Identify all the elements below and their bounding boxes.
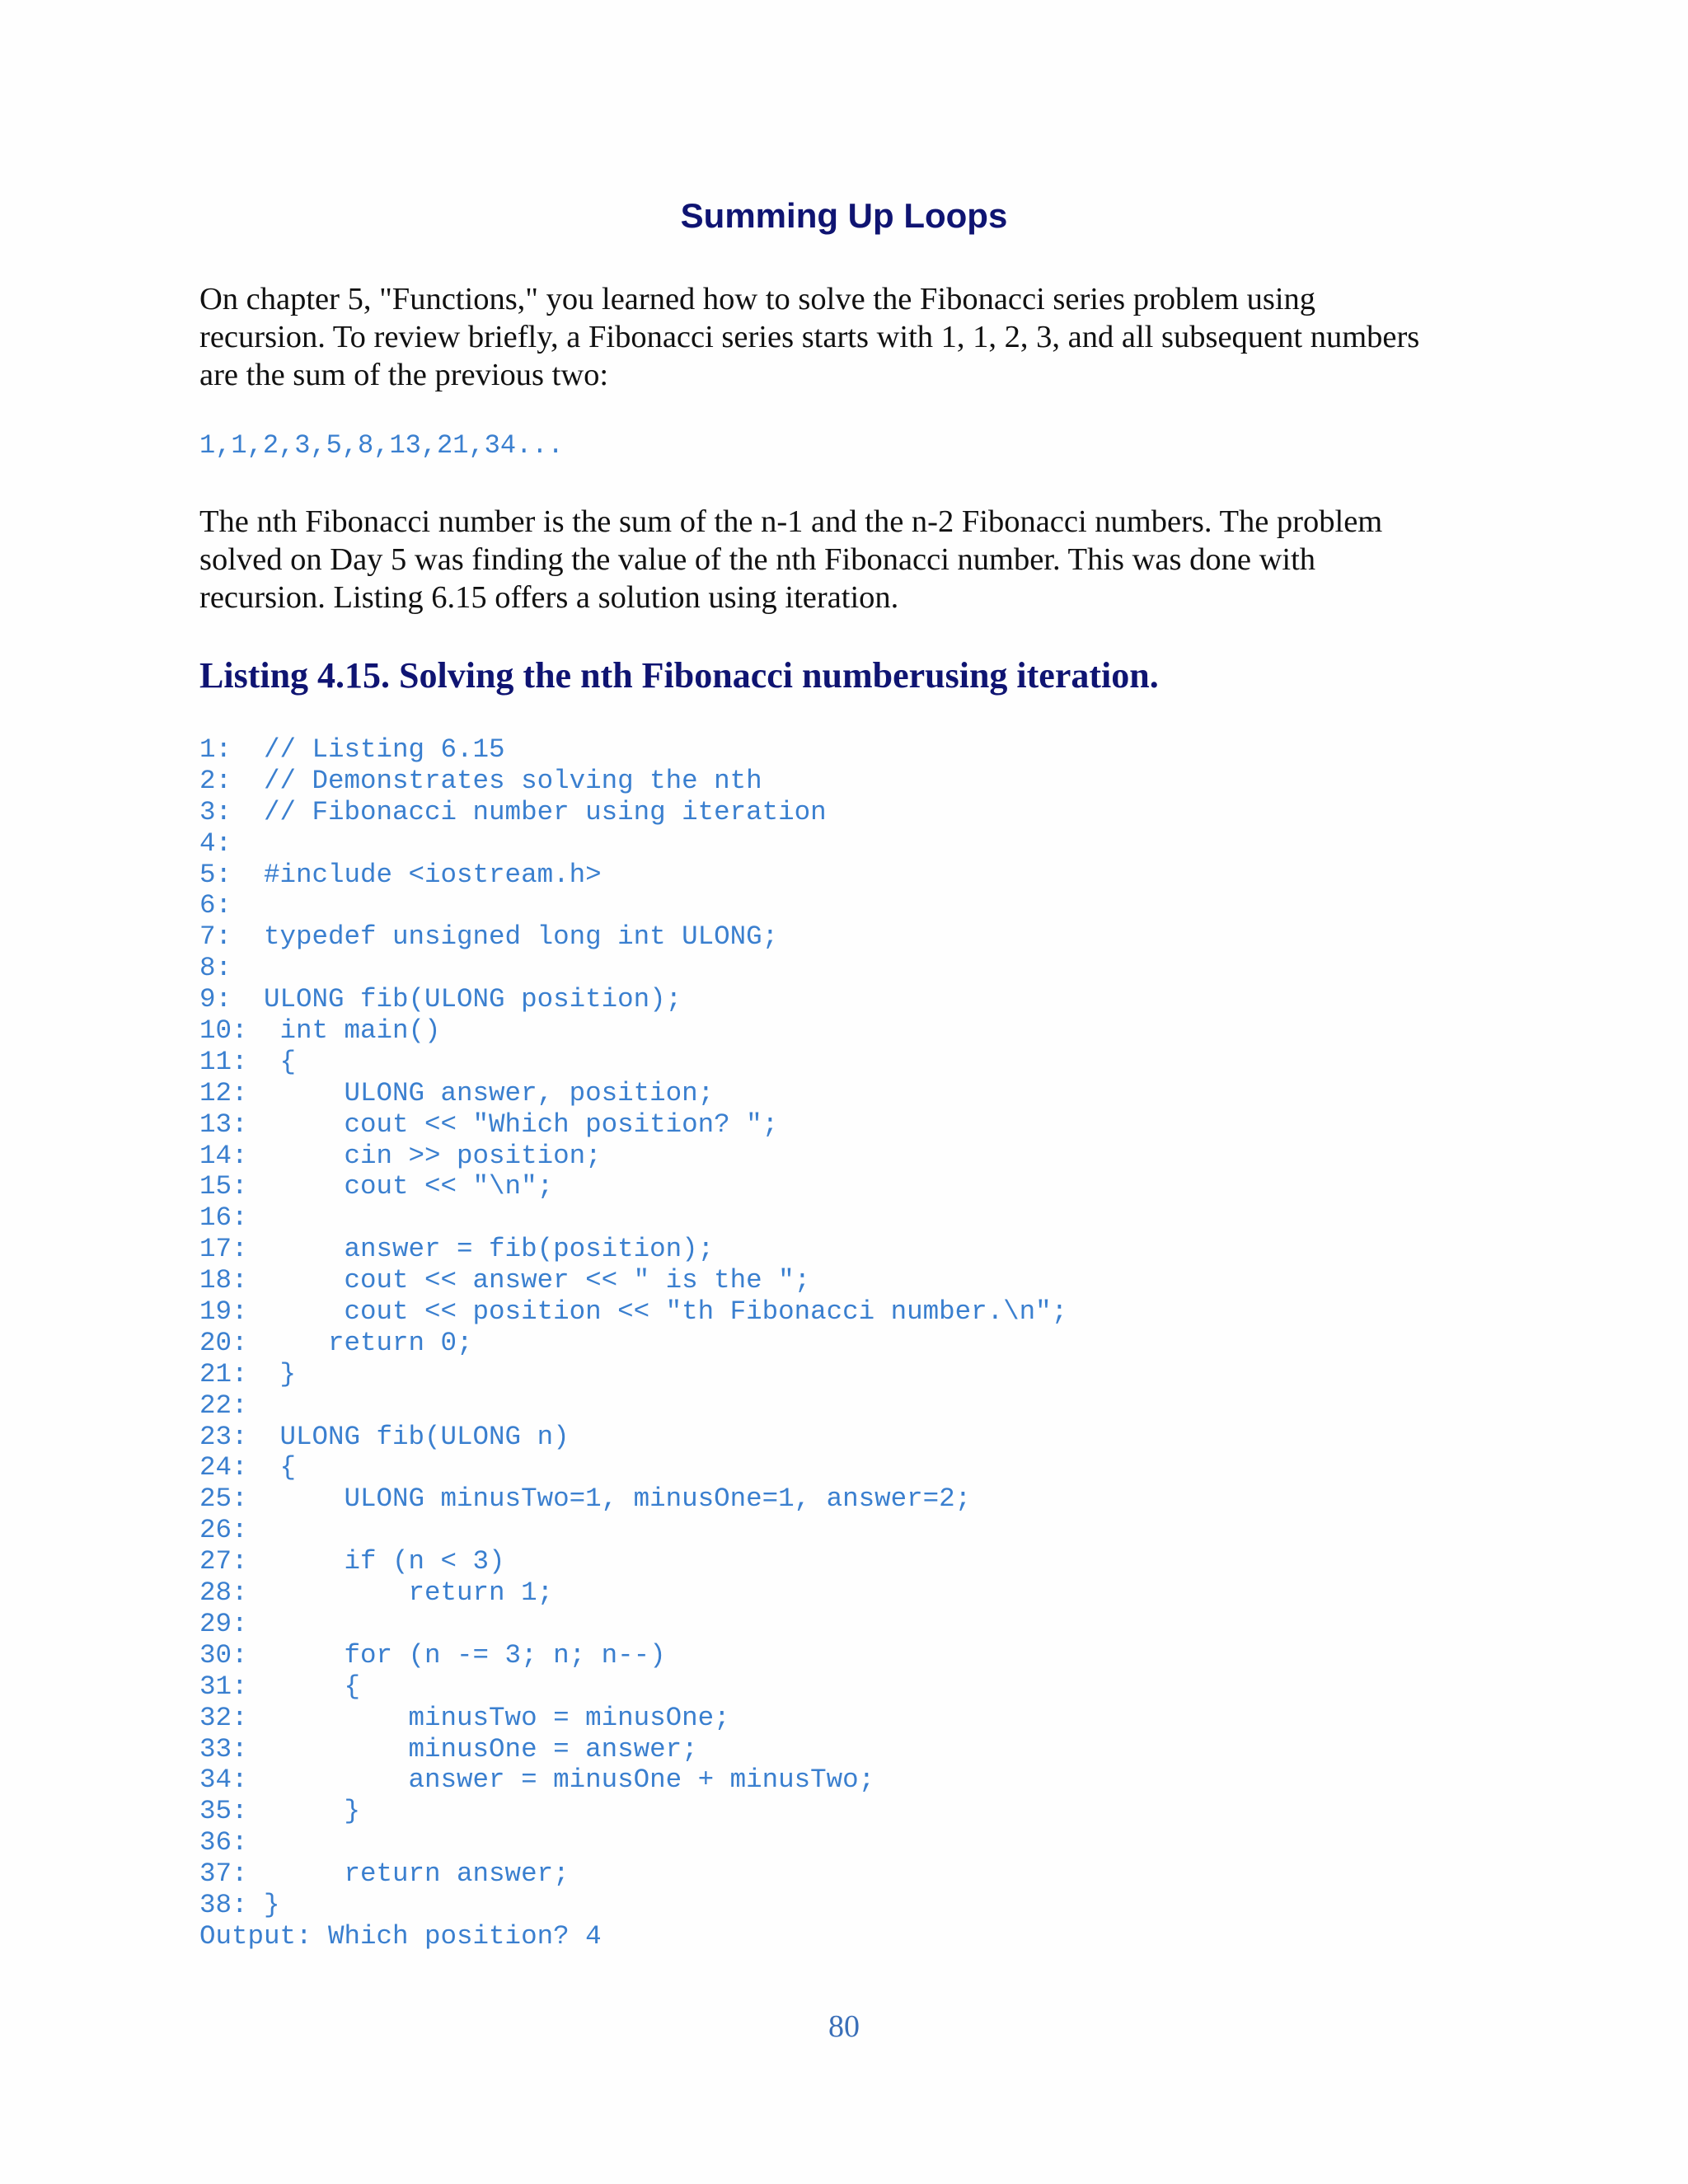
code-line: 24: { — [199, 1452, 297, 1483]
code-line: 11: { — [199, 1046, 297, 1077]
code-line: 17: answer = fib(position); — [199, 1234, 715, 1265]
intro-paragraph-line: recursion. To review briefly, a Fibonacci series starts with 1, 1, 2, 3, and all subsequent numbers — [199, 320, 1420, 354]
code-line: 3: // Fibonacci number using iteration — [199, 796, 827, 827]
code-line: 33: minusOne = answer; — [199, 1733, 698, 1765]
code-line: 37: return answer; — [199, 1858, 570, 1890]
code-line: 30: for (n -= 3; n; n--) — [199, 1639, 666, 1671]
listing-title: Listing 4.15. Solving the nth Fibonacci numberusing iteration. — [199, 655, 1159, 696]
code-line: 32: minusTwo = minusOne; — [199, 1702, 730, 1733]
intro-paragraph-line: On chapter 5, "Functions," you learned how to solve the Fibonacci series problem using — [199, 282, 1316, 316]
code-line: 5: #include <iostream.h> — [199, 859, 602, 890]
code-line: 23: ULONG fib(ULONG n) — [199, 1421, 570, 1452]
code-line: 21: } — [199, 1358, 297, 1390]
code-line: 2: // Demonstrates solving the nth — [199, 765, 762, 796]
code-line: 13: cout << "Which position? "; — [199, 1108, 779, 1140]
code-line: 8: — [199, 953, 232, 984]
code-line: 9: ULONG fib(ULONG position); — [199, 984, 682, 1015]
code-line: 36: — [199, 1827, 248, 1858]
second-paragraph-line: solved on Day 5 was finding the value of the nth Fibonacci number. This was done with — [199, 542, 1316, 577]
code-output-line: Output: Which position? 4 — [199, 1920, 602, 1952]
code-line: 19: cout << position << "th Fibonacci number.\n"; — [199, 1296, 1068, 1328]
second-paragraph-line: recursion. Listing 6.15 offers a solution using iteration. — [199, 580, 899, 615]
code-line: 31: { — [199, 1671, 361, 1702]
code-line: 10: int main() — [199, 1015, 441, 1047]
page-number: 80 — [828, 2009, 860, 2044]
code-line: 26: — [199, 1515, 248, 1546]
code-line: 18: cout << answer << " is the "; — [199, 1265, 811, 1296]
code-listing — [199, 734, 1067, 1952]
fibonacci-sequence-example: 1,1,2,3,5,8,13,21,34... — [199, 430, 564, 461]
code-line: 16: — [199, 1202, 248, 1234]
code-line: 28: return 1; — [199, 1577, 554, 1609]
code-line: 4: — [199, 827, 232, 859]
intro-paragraph-line: are the sum of the previous two: — [199, 358, 609, 392]
code-line: 12: ULONG answer, position; — [199, 1077, 715, 1108]
second-paragraph — [199, 503, 1502, 616]
section-title: Summing Up Loops — [680, 196, 1008, 235]
code-line: 35: } — [199, 1796, 361, 1827]
code-line: 29: — [199, 1608, 248, 1639]
code-line: 1: // Listing 6.15 — [199, 734, 505, 765]
code-line: 6: — [199, 890, 232, 921]
intro-paragraph — [199, 280, 1502, 394]
code-line: 7: typedef unsigned long int ULONG; — [199, 921, 779, 953]
code-line: 27: if (n < 3) — [199, 1546, 505, 1577]
code-line: 38: } — [199, 1889, 280, 1920]
code-line: 22: — [199, 1390, 248, 1421]
code-line: 14: cin >> position; — [199, 1140, 602, 1171]
second-paragraph-line: The nth Fibonacci number is the sum of the n-1 and the n-2 Fibonacci numbers. The problem — [199, 504, 1383, 539]
code-line: 25: ULONG minusTwo=1, minusOne=1, answer=2; — [199, 1483, 972, 1515]
code-line: 15: cout << "\n"; — [199, 1171, 554, 1202]
code-line: 34: answer = minusOne + minusTwo; — [199, 1765, 875, 1796]
code-line: 20: return 0; — [199, 1327, 473, 1358]
